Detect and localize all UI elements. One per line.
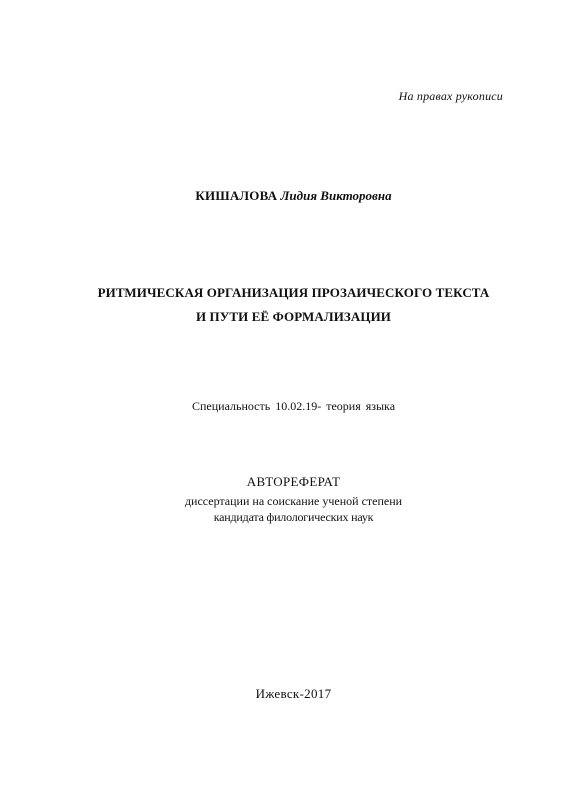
- dissertation-title-line-2: И ПУТИ ЕЁ ФОРМАЛИЗАЦИИ: [195, 309, 391, 324]
- city-year: Ижевск-2017: [255, 686, 332, 701]
- specialty-line: Специальность 10.02.19- теория языка: [191, 399, 396, 413]
- manuscript-note: На правах рукописи: [398, 89, 503, 103]
- author-surname: КИШАЛОВА: [195, 188, 278, 203]
- author-given-names: Лидия Викторовна: [280, 188, 392, 203]
- abstract-description-line-2: кандидата филологических наук: [213, 510, 374, 524]
- author-name: [0, 189, 587, 202]
- abstract-heading: АВТОРЕФЕРАТ: [246, 474, 341, 489]
- dissertation-title-line-1: РИТМИЧЕСКАЯ ОРГАНИЗАЦИЯ ПРОЗАИЧЕСКОГО ТЕКСТА: [97, 285, 490, 300]
- abstract-description-line-1: диссертации на соискание ученой степени: [184, 494, 403, 508]
